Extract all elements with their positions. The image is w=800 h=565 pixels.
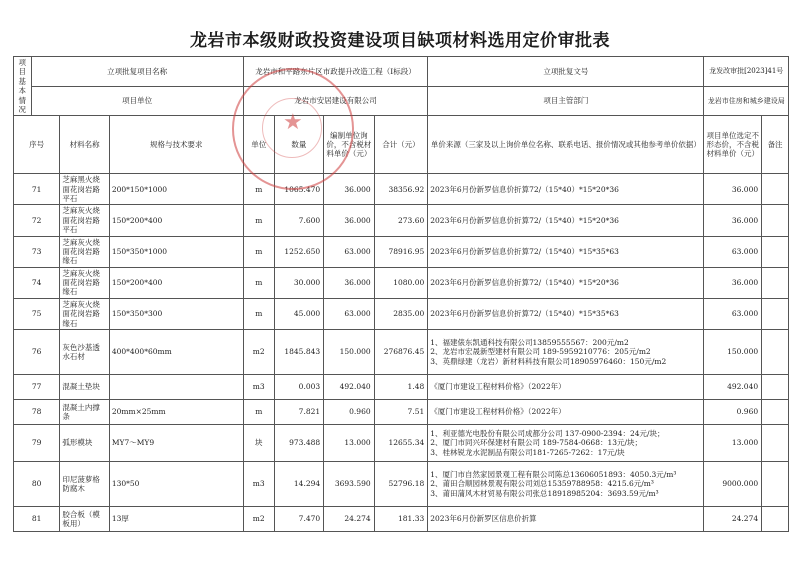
cell-qty: 45.000 [274, 298, 323, 329]
cell-material: 芝麻灰火烧面花岗岩路缘石 [60, 267, 109, 298]
header-audited: 项目单位选定不形态价，不含税材料单价（元） [704, 116, 762, 174]
cell-qty: 7.600 [274, 205, 323, 236]
cell-audited: 63.000 [704, 298, 762, 329]
approval-no-label: 立项批复文号 [428, 57, 704, 87]
cell-unit: m [243, 205, 274, 236]
cell-total: 276876.45 [374, 329, 428, 374]
cell-material: 混凝土垫块 [60, 374, 109, 399]
header-total: 合计（元） [374, 116, 428, 174]
cell-unit: m [243, 399, 274, 424]
cell-audited: 36.000 [704, 174, 762, 205]
cell-spec: 150*350*1000 [109, 236, 243, 267]
cell-total: 181.33 [374, 506, 428, 531]
cell-spec: 150*200*400 [109, 205, 243, 236]
cell-material: 胶合板（模板用） [60, 506, 109, 531]
cell-material: 混凝土内撑条 [60, 399, 109, 424]
cell-remark [762, 506, 789, 531]
cell-no: 71 [14, 174, 60, 205]
cell-total: 78916.95 [374, 236, 428, 267]
cell-price: 63.000 [324, 236, 374, 267]
cell-source: 2023年6月份新罗信息价折算72/（15*40）*15*35*63 [428, 298, 704, 329]
cell-source: 《厦门市建设工程材料价格》（2022年） [428, 399, 704, 424]
cell-qty: 7.470 [274, 506, 323, 531]
cell-remark [762, 399, 789, 424]
table-row [14, 461, 789, 506]
cell-audited: 150.000 [704, 329, 762, 374]
cell-price: 0.960 [324, 399, 374, 424]
cell-total: 7.51 [374, 399, 428, 424]
cell-material: 弧形模块 [60, 424, 109, 461]
table-row [14, 424, 789, 461]
cell-remark [762, 205, 789, 236]
cell-audited: 0.960 [704, 399, 762, 424]
cell-unit: m [243, 174, 274, 205]
cell-source: 1、福建俵东凯通科技有限公司13859555567：200元/m2 2、龙岩市宏晟新型建材有限公司 189-5959210776：205元/m2 3、英鼎绿建（龙岩）新材料科技有限公司18905976460：150元/m2 [428, 329, 704, 374]
cell-source: 2023年6月份新罗信息价折算72/（15*40）*15*20*36 [428, 205, 704, 236]
table-row [14, 329, 789, 374]
project-name-label: 立项批复项目名称 [31, 57, 243, 87]
cell-total: 12655.34 [374, 424, 428, 461]
cell-remark [762, 461, 789, 506]
cell-audited: 13.000 [704, 424, 762, 461]
cell-spec: 400*400*60mm [109, 329, 243, 374]
project-name: 龙岩市和平路东片区市政提升改造工程（I标段） [243, 57, 427, 87]
cell-price: 150.000 [324, 329, 374, 374]
cell-spec: 20mm×25mm [109, 399, 243, 424]
unit-label: 项目单位 [31, 86, 243, 116]
cell-qty: 1845.843 [274, 329, 323, 374]
cell-price: 3693.590 [324, 461, 374, 506]
cell-source: 2023年6月份新罗信息价折算72/（15*40）*15*20*36 [428, 174, 704, 205]
cell-price: 36.000 [324, 174, 374, 205]
cell-price: 36.000 [324, 267, 374, 298]
cell-audited: 63.000 [704, 236, 762, 267]
cell-audited: 24.274 [704, 506, 762, 531]
cell-unit: m [243, 267, 274, 298]
cell-remark [762, 424, 789, 461]
cell-audited: 9000.000 [704, 461, 762, 506]
cell-remark [762, 298, 789, 329]
cell-no: 74 [14, 267, 60, 298]
cell-total: 38356.92 [374, 174, 428, 205]
cell-spec: 200*150*1000 [109, 174, 243, 205]
cell-source: 《厦门市建设工程材料价格》（2022年） [428, 374, 704, 399]
table-row [14, 205, 789, 236]
cell-material: 灰色沙基透水石材 [60, 329, 109, 374]
cell-qty: 1065.470 [274, 174, 323, 205]
approval-no: 龙发改审批[2023]41号 [704, 57, 789, 87]
cell-unit: m3 [243, 461, 274, 506]
table-row [14, 506, 789, 531]
table-body [14, 174, 789, 532]
table-row [14, 267, 789, 298]
header-qty: 数量 [274, 116, 323, 174]
cell-qty: 0.003 [274, 374, 323, 399]
cell-spec: 130*50 [109, 461, 243, 506]
cell-no: 77 [14, 374, 60, 399]
cell-total: 273.60 [374, 205, 428, 236]
header-unit: 单位 [243, 116, 274, 174]
cell-no: 80 [14, 461, 60, 506]
seal-star-icon: ★ [283, 110, 303, 135]
cell-spec [109, 374, 243, 399]
cell-price: 63.000 [324, 298, 374, 329]
cell-material: 芝麻灰火烧面花岗岩路平石 [60, 205, 109, 236]
cell-price: 24.274 [324, 506, 374, 531]
cell-price: 36.000 [324, 205, 374, 236]
cell-total: 1.48 [374, 374, 428, 399]
cell-spec: 13厚 [109, 506, 243, 531]
cell-material: 芝麻灰火烧面花岗岩路缘石 [60, 298, 109, 329]
cell-remark [762, 374, 789, 399]
cell-qty: 14.294 [274, 461, 323, 506]
cell-total: 1080.00 [374, 267, 428, 298]
cell-material: 芝麻黑火烧面花岗岩路平石 [60, 174, 109, 205]
cell-source: 2023年6月份新罗区信息价折算 [428, 506, 704, 531]
cell-audited: 36.000 [704, 267, 762, 298]
header-spec: 规格与技术要求 [109, 116, 243, 174]
cell-remark [762, 329, 789, 374]
table-row [14, 374, 789, 399]
table-row [14, 174, 789, 205]
dept-label: 项目主管部门 [428, 86, 704, 116]
cell-qty: 1252.650 [274, 236, 323, 267]
header-remark: 备注 [762, 116, 789, 174]
cell-no: 78 [14, 399, 60, 424]
approval-table [13, 56, 789, 532]
header-price: 编制单位询价，不含税材料单价（元） [324, 116, 374, 174]
cell-audited: 492.040 [704, 374, 762, 399]
side-label: 项目基本情况 [14, 57, 32, 116]
table-row [14, 298, 789, 329]
cell-total: 2835.00 [374, 298, 428, 329]
cell-remark [762, 236, 789, 267]
cell-unit: m2 [243, 506, 274, 531]
cell-unit: m2 [243, 329, 274, 374]
cell-no: 73 [14, 236, 60, 267]
dept: 龙岩市住房和城乡建设局 [704, 86, 789, 116]
cell-no: 72 [14, 205, 60, 236]
cell-source: 2023年6月份新罗信息价折算72/（15*40）*15*20*36 [428, 267, 704, 298]
cell-qty: 7.821 [274, 399, 323, 424]
cell-unit: m [243, 298, 274, 329]
cell-no: 75 [14, 298, 60, 329]
cell-source: 1、厦门市自然家园景观工程有限公司陈总13606051893：4050.3元/m³ 2、莆田合顺园林景观有限公司刘总15359788958：4215.6元/m³ 3、莆田蒲风木材贸易有限公司张总18918985204：3693.59元/m³ [428, 461, 704, 506]
cell-material: 印尼菠萝格防腐木 [60, 461, 109, 506]
table-row [14, 399, 789, 424]
cell-unit: m3 [243, 374, 274, 399]
cell-price: 13.000 [324, 424, 374, 461]
cell-no: 79 [14, 424, 60, 461]
cell-remark [762, 174, 789, 205]
cell-spec: MY7～MY9 [109, 424, 243, 461]
cell-qty: 30.000 [274, 267, 323, 298]
cell-no: 81 [14, 506, 60, 531]
cell-audited: 36.000 [704, 205, 762, 236]
cell-source: 2023年6月份新罗信息价折算72/（15*40）*15*35*63 [428, 236, 704, 267]
cell-remark [762, 267, 789, 298]
cell-material: 芝麻灰火烧面花岗岩路缘石 [60, 236, 109, 267]
header-source: 单价来源（三家及以上询价单位名称、联系电话、报价情况或其他参考单价依据） [428, 116, 704, 174]
header-material: 材料名称 [60, 116, 109, 174]
cell-spec: 150*350*300 [109, 298, 243, 329]
cell-total: 52796.18 [374, 461, 428, 506]
cell-unit: m [243, 236, 274, 267]
cell-spec: 150*200*400 [109, 267, 243, 298]
cell-price: 492.040 [324, 374, 374, 399]
cell-unit: 块 [243, 424, 274, 461]
cell-no: 76 [14, 329, 60, 374]
header-no: 序号 [14, 116, 60, 174]
table-row [14, 236, 789, 267]
cell-qty: 973.488 [274, 424, 323, 461]
project-unit: 龙岩市安居建设有限公司 [243, 86, 427, 116]
page-title: 龙岩市本级财政投资建设项目缺项材料选用定价审批表 [190, 31, 610, 51]
cell-source: 1、利亚德光电股份有限公司成都分公司 137-0900-2394：24元/块； 2、厦门市同兴环保建材有限公司 189-7584-0668：13元/块； 3、桂林锐龙水泥制品有限公司181-7265-7262：17元/块 [428, 424, 704, 461]
